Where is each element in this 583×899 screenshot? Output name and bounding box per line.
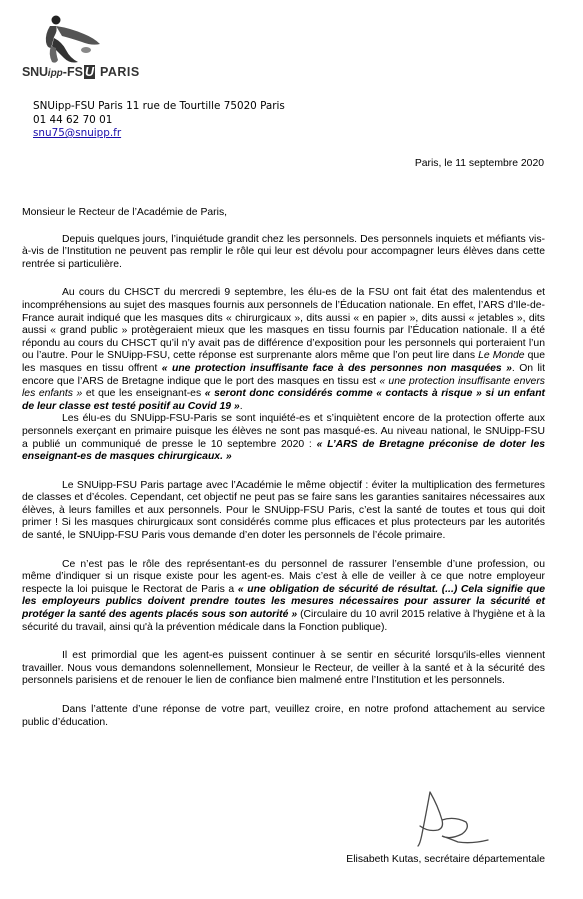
logo-part-u: U — [84, 65, 94, 79]
salutation: Monsieur le Recteur de l’Académie de Paris, — [22, 207, 228, 218]
letter-date: Paris, le 11 septembre 2020 — [414, 158, 544, 169]
paragraph-5 — [22, 559, 545, 635]
text-run: Au cours du CHSCT du mercredi 9 septembre, les élu-es de la FSU ont fait état des malentendus et incompréhensions au sujet des masques fournis aux personnels de l’Éducation nationale. En effet, l’ARS d’Ile-de-France aurait indiqué que les masques dits « chirurgicaux », dits aussi « en papier », dits aussi « jetables », dits aussi « grand public » protègeraient mieux que les masques en tissu fournis par l’Éducation nationale. Il a été répondu au cours du CHSCT qu’il n’y avait pas de différence d’exposition pour les personnels qui porteraient l’un ou l’autre. Pour le SNUipp-FSU, cette réponse est surprenante alors même que l’on peut lire dans — [22, 287, 545, 362]
paragraph-7: Dans l’attente d’une réponse de votre part, veuillez croire, en notre profond attachement au service public d’éducation. — [22, 704, 545, 728]
quote-bold-italic: « une obligation de sécurité de résultat. (...) Cela signifie que les employeurs publics doivent prendre toutes les mesures nécessaires pour assurer la sécurité et protéger la santé des agents placés sous son autorité » — [22, 583, 545, 621]
logo-part-ipp: ipp — [47, 68, 63, 79]
quote-bold-italic: « L’ARS de Bretagne préconise de doter les enseignant-es de masques chirurgicaux. » — [22, 438, 546, 463]
quote-italic: « une protection insuffisante envers les enfants » — [22, 375, 545, 400]
paragraph-3 — [22, 413, 545, 463]
address-line: SNUipp-FSU Paris 11 rue de Tourtille 75020 Paris — [33, 100, 285, 112]
paragraph-1: Depuis quelques jours, l’inquiétude grandit chez les personnels. Des personnels inquiets et méfiants vis-à-vis de l’Institution ne peuvent pas remplir le rôle qui leur est dévolu pour accompagner leurs élèves dans cette rentrée si particulière. — [22, 233, 545, 270]
logo-part-paris: PARIS — [99, 65, 140, 79]
text-run: Les élu-es du SNUipp-FSU-Paris se sont inquiété-es et s’inquiètent encore de la protection offerte aux personnels exerçant en primaire puisque les élèves ne sont pas masqué-es. Au niveau national, le SNUipp-FSU a publié un communiqué de presse le 10 septembre 2020 : — [22, 413, 545, 450]
paragraph-6: Il est primordial que les agent-es puissent continuer à se sentir en sécurité lorsqu'ils-elles viennent travailler. Nous vous demandons solennellement, Monsieur le Recteur, de veiller à la santé et à la sécurité des personnels parisiens et de renouer le lien de confiance bien malmené entre l’Institution et les personnels. — [22, 650, 545, 687]
text-run-italic: Le Monde — [478, 350, 525, 362]
text-run: Ce n’est pas le rôle des représentant-es du personnel de rassurer l’ensemble d’une profession, ou même d’indiquer si un risque existe pour les agent-es. Mais c’est à elle de veiller à ce que notre employeur respecte la loi puisque le Rectorat de Paris a — [22, 558, 545, 595]
letter-body — [22, 207, 545, 729]
snuipp-fsu-logo — [22, 12, 162, 82]
handwritten-signature — [408, 786, 498, 855]
logo-wordmark — [22, 65, 140, 79]
mascot-figure-icon — [40, 12, 110, 67]
paragraph-2 — [22, 287, 545, 413]
sender-address — [33, 100, 285, 141]
paragraph-4: Le SNUipp-FSU Paris partage avec l’Académie le même objectif : éviter la multiplication des fermetures de classes et d’écoles. Cependant, cet objectif ne peut pas se faire sans les garanties sanitaires nécessaires aux élèves, à leurs familles et aux personnels. Pour le SNUipp-FSU Paris, c’est la santé de toutes et tous qui doit primer ! Si les masques chirurgicaux sont considérés comme plus efficaces et plus protecteurs par les autorités de santé, le SNUipp-FSU Paris vous demande d’en doter les personnels de l’école primaire. — [22, 479, 545, 542]
quote-bold-italic: « seront donc considérés comme « contacts à risque » si un enfant de leur classe est testé positif au Covid 19 » — [22, 388, 545, 412]
text-run: . On lit encore que l’ARS de Bretagne indique que le port des masques en tissu est — [22, 362, 545, 387]
text-run: que les masques en tissu offrent — [22, 350, 545, 374]
logo-part-fs: -FS — [62, 65, 83, 79]
logo-part-snu: SNU — [22, 65, 48, 79]
email-link[interactable]: snu75@snuipp.fr — [33, 127, 122, 139]
text-run: et que les enseignant-es — [82, 388, 205, 400]
quote-bold-italic: « une protection insuffisante face à des personnes non masquées » — [161, 362, 512, 374]
phone-number: 01 44 62 70 01 — [33, 113, 113, 126]
text-run: . — [239, 400, 243, 412]
text-run: (Circulaire du 10 avril 2015 relative à l'hygiène et à la sécurité du travail, ainsi qu'à la prévention médicale dans la Fonction publique). — [22, 609, 545, 633]
signer-name: Elisabeth Kutas, secrétaire départementale — [346, 854, 545, 865]
